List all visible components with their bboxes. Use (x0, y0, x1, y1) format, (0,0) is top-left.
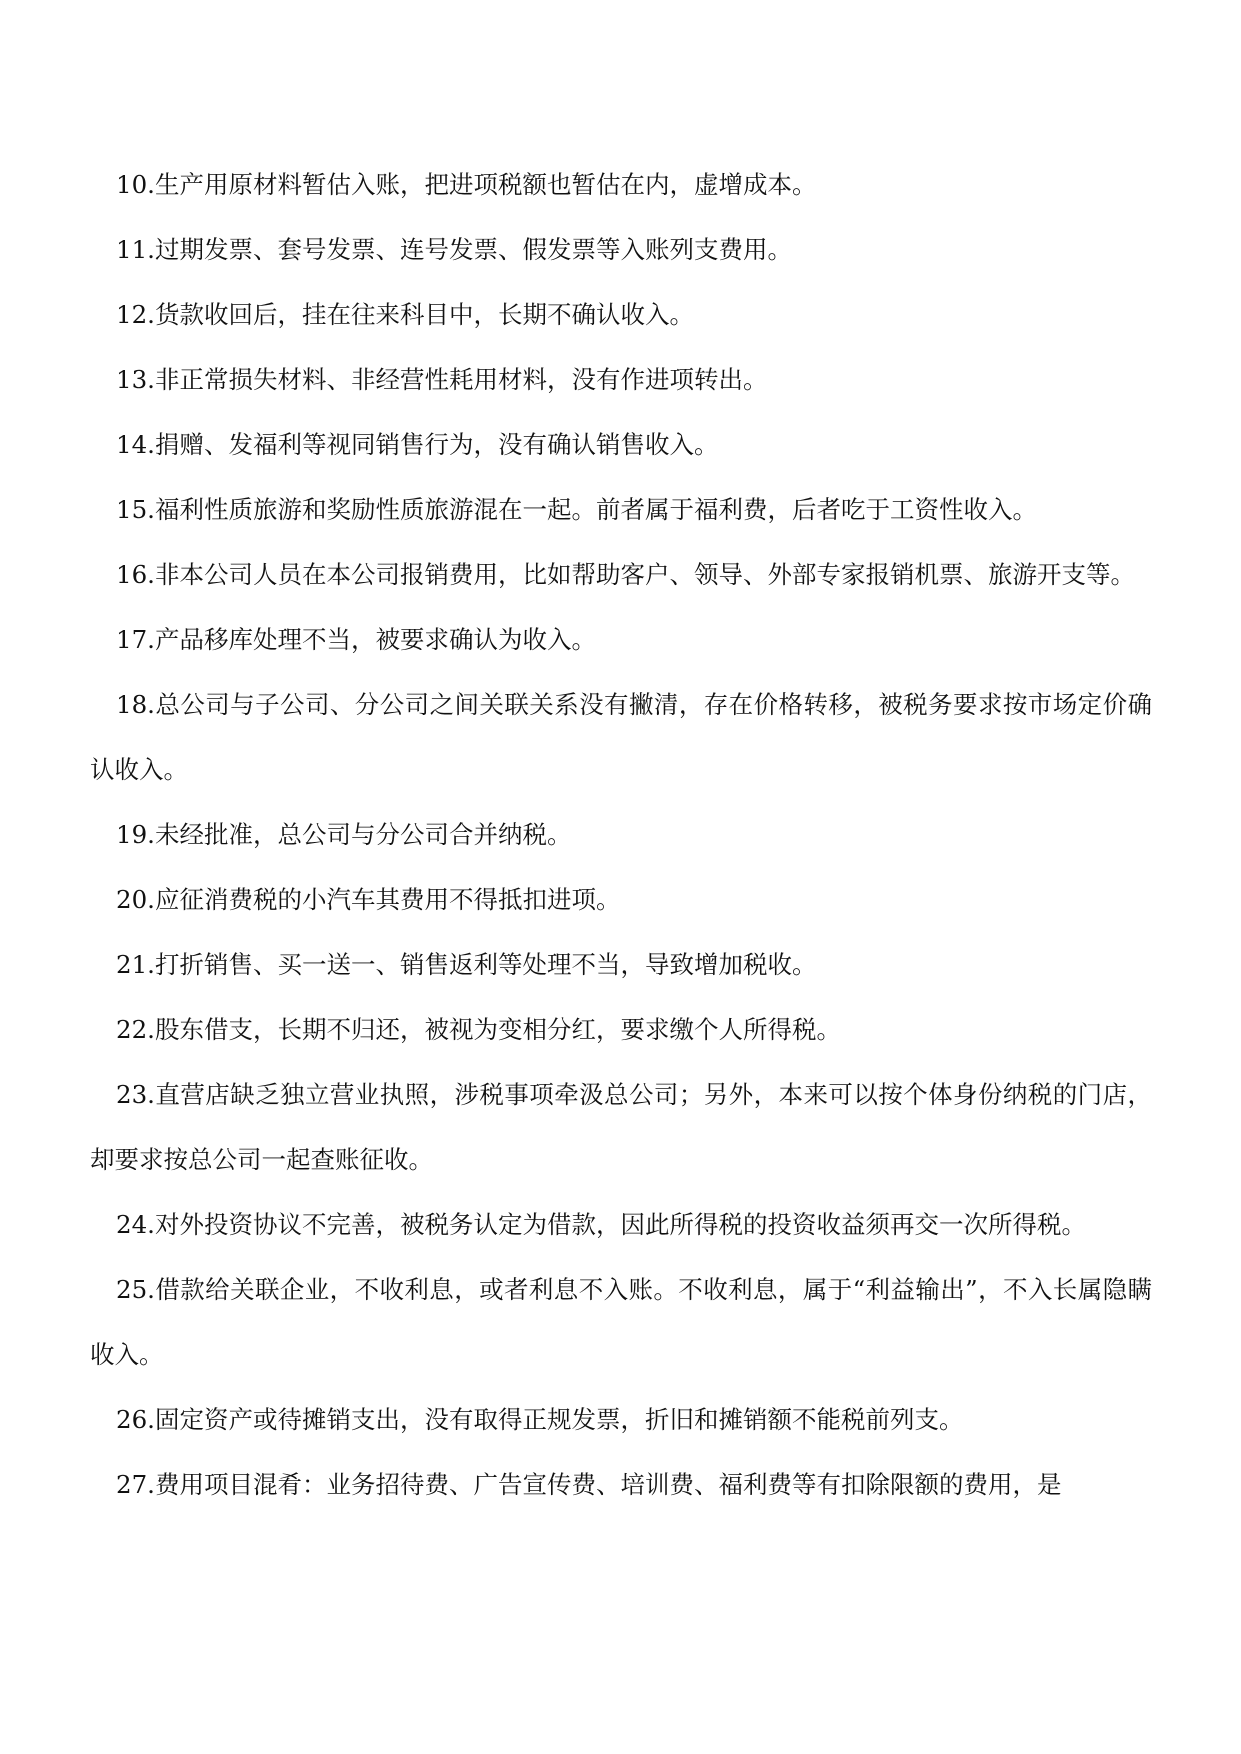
item-text: 对外投资协议不完善，被税务认定为借款，因此所得税的投资收益须再交一次所得税。 (154, 1210, 1086, 1239)
list-item (90, 1387, 1152, 1452)
item-number: 17. (116, 625, 155, 654)
list-item (90, 932, 1152, 997)
item-text: 过期发票、套号发票、连号发票、假发票等入账列支费用。 (154, 235, 792, 264)
item-text: 非正常损失材料、非经营性耗用材料，没有作进项转出。 (154, 365, 768, 394)
list-item (90, 607, 1152, 672)
list-item (90, 217, 1152, 282)
item-number: 16. (116, 560, 155, 589)
item-text: 固定资产或待摊销支出，没有取得正规发票，折旧和摊销额不能税前列支。 (154, 1405, 964, 1434)
item-number: 10. (116, 170, 155, 199)
list-item (90, 542, 1152, 607)
list-item (90, 152, 1152, 217)
item-text: 直营店缺乏独立营业执照，涉税事项牵汲总公司；另外，本来可以按个体身份纳税的门店，却要求按总公司一起查账征收。 (90, 1080, 1152, 1174)
item-text: 未经批准，总公司与分公司合并纳税。 (154, 820, 572, 849)
item-number: 23. (116, 1080, 155, 1109)
list-item (90, 672, 1152, 802)
list-item (90, 997, 1152, 1062)
list-item (90, 867, 1152, 932)
item-number: 11. (116, 235, 155, 264)
item-text: 福利性质旅游和奖励性质旅游混在一起。前者属于福利费，后者吃于工资性收入。 (154, 495, 1037, 524)
item-text: 捐赠、发福利等视同销售行为，没有确认销售收入。 (154, 430, 719, 459)
item-text: 总公司与子公司、分公司之间关联关系没有撇清，存在价格转移，被税务要求按市场定价确认收入。 (90, 690, 1152, 784)
item-text: 股东借支，长期不归还，被视为变相分红，要求缴个人所得税。 (154, 1015, 841, 1044)
list-item (90, 802, 1152, 867)
list-item (90, 282, 1152, 347)
list-item (90, 477, 1152, 542)
item-text: 生产用原材料暂估入账，把进项税额也暂估在内，虚增成本。 (154, 170, 817, 199)
item-number: 22. (116, 1015, 155, 1044)
item-number: 14. (116, 430, 155, 459)
document-body (90, 152, 1152, 1517)
item-number: 19. (116, 820, 155, 849)
item-number: 15. (116, 495, 155, 524)
item-number: 12. (116, 300, 155, 329)
item-number: 27. (116, 1470, 155, 1499)
item-text: 产品移库处理不当，被要求确认为收入。 (154, 625, 596, 654)
item-text: 费用项目混肴：业务招待费、广告宣传费、培训费、福利费等有扣除限额的费用，是 (154, 1470, 1062, 1499)
item-number: 18. (116, 690, 155, 719)
item-text: 打折销售、买一送一、销售返利等处理不当，导致增加税收。 (154, 950, 817, 979)
item-number: 26. (116, 1405, 155, 1434)
list-item (90, 1062, 1152, 1192)
item-number: 20. (116, 885, 155, 914)
item-number: 25. (116, 1275, 155, 1304)
list-item (90, 1192, 1152, 1257)
item-text: 非本公司人员在本公司报销费用，比如帮助客户、领导、外部专家报销机票、旅游开支等。 (154, 560, 1135, 589)
item-text: 借款给关联企业，不收利息，或者利息不入账。不收利息，属于“利益输出”，不入长属隐瞒收入。 (90, 1275, 1152, 1369)
item-number: 13. (116, 365, 155, 394)
item-text: 货款收回后，挂在往来科目中，长期不确认收入。 (154, 300, 694, 329)
list-item (90, 1257, 1152, 1387)
list-item (90, 412, 1152, 477)
item-text: 应征消费税的小汽车其费用不得抵扣进项。 (154, 885, 621, 914)
list-item (90, 347, 1152, 412)
item-number: 24. (116, 1210, 155, 1239)
list-item (90, 1452, 1152, 1517)
item-number: 21. (116, 950, 155, 979)
